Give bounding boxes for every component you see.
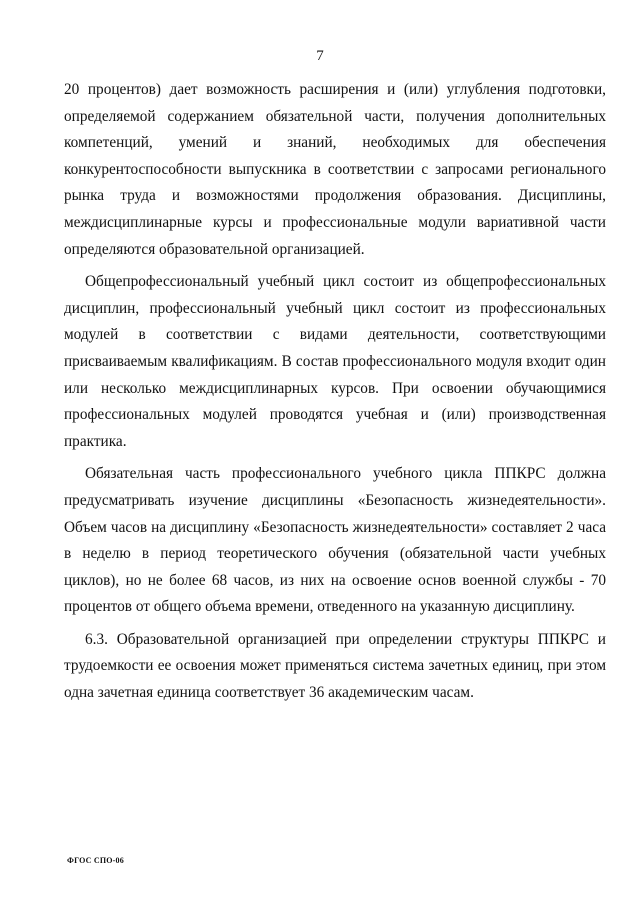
paragraph-life-safety-discipline: Обязательная часть профессионального учебного цикла ППКРС должна предусматривать изучение дисциплины «Безопасность жизнедеятельности». Объем часов на дисциплину «Безопасность жизнедеятельности» составляет 2 часа в неделю в период теоретического обучения (обязательной части учебных циклов), но не более 68 часов, из них на освоение основ военной службы - 70 процентов от общего объема времени, отведенного на указанную дисциплину. [64, 465, 606, 616]
paragraph-general-professional-cycle: Общепрофессиональный учебный цикл состоит из общепрофессиональных дисциплин, профессиональный учебный цикл состоит из профессиональных модулей в соответствии с видами деятельности, соответствующими присваиваемым квалификациям. В состав профессионального модуля входит один или несколько междисциплинарных курсов. При освоении обучающимися профессиональных модулей проводятся учебная и (или) производственная практика. [64, 273, 606, 450]
paragraph-section-6-3: 6.3. Образовательной организацией при определении структуры ППКРС и трудоемкости ее освоения может применяться система зачетных единиц, при этом одна зачетная единица соответствует 36 академическим часам. [64, 630, 606, 702]
paragraph-continuation: 20 процентов) дает возможность расширения и (или) углубления подготовки, определяемой содержанием обязательной части, получения дополнительных компетенций, умений и знаний, необходимых для обеспечения конкурентоспособности выпускника в соответствии с запросами регионального рынка труда и возможностями продолжения образования. Дисциплины, междисциплинарные курсы и профессиональные модули вариативной части определяются образовательной организацией. [64, 81, 606, 258]
page-number: 7 [316, 48, 324, 64]
footer-document-code: ФГОС СПО-06 [67, 856, 124, 865]
document-body [64, 77, 606, 713]
